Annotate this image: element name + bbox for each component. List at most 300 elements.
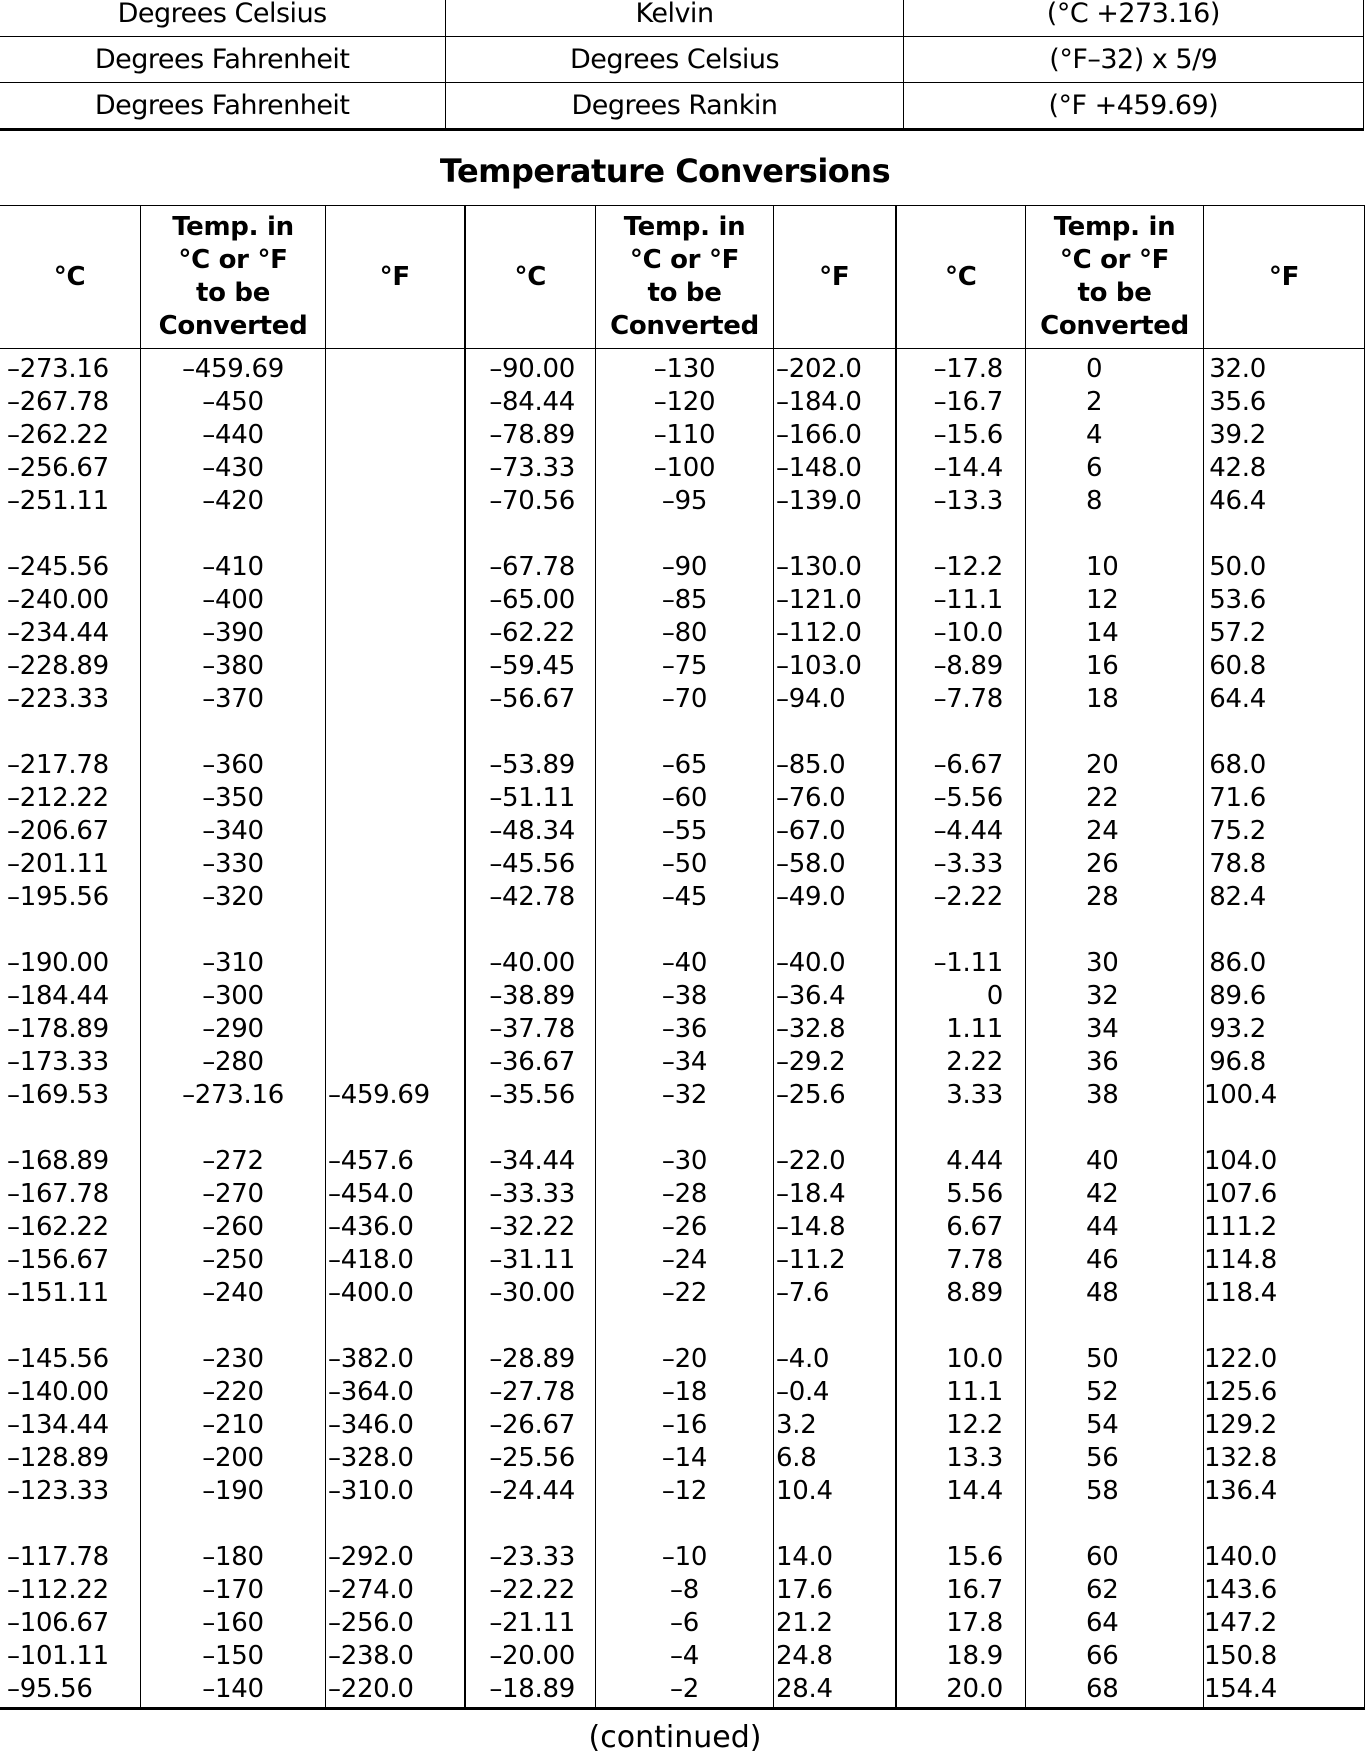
input-value: –250 bbox=[141, 1244, 326, 1277]
table-row bbox=[0, 1574, 1365, 1607]
fahrenheit-value bbox=[326, 848, 465, 881]
fahrenheit-value: –85.0 bbox=[774, 749, 896, 782]
fahrenheit-value: 114.8 bbox=[1204, 1244, 1365, 1277]
input-value: 68 bbox=[1026, 1673, 1204, 1709]
spacer-cell bbox=[896, 518, 1026, 551]
celsius-value: –201.11 bbox=[0, 848, 141, 881]
celsius-value: –62.22 bbox=[465, 617, 596, 650]
spacer-cell bbox=[774, 1508, 896, 1541]
celsius-value: –245.56 bbox=[0, 551, 141, 584]
spacer-cell bbox=[465, 1112, 596, 1145]
fahrenheit-value: 68.0 bbox=[1204, 749, 1365, 782]
table-row bbox=[0, 1244, 1365, 1277]
fahrenheit-value: –40.0 bbox=[774, 947, 896, 980]
celsius-value: –13.3 bbox=[896, 485, 1026, 518]
header-line: °C or °F bbox=[629, 245, 740, 275]
fahrenheit-value: –346.0 bbox=[326, 1409, 465, 1442]
spacer-cell bbox=[896, 1508, 1026, 1541]
fahrenheit-value: –328.0 bbox=[326, 1442, 465, 1475]
input-value: –95 bbox=[596, 485, 774, 518]
table-row bbox=[0, 1079, 1365, 1112]
table-row bbox=[0, 1442, 1365, 1475]
celsius-value: –78.89 bbox=[465, 419, 596, 452]
table-row bbox=[0, 584, 1365, 617]
fahrenheit-value: 150.8 bbox=[1204, 1640, 1365, 1673]
spacer-cell bbox=[774, 914, 896, 947]
group-spacer bbox=[0, 1310, 1365, 1343]
from-unit: Degrees Celsius bbox=[0, 0, 446, 37]
celsius-value: 16.7 bbox=[896, 1574, 1026, 1607]
celsius-value: –90.00 bbox=[465, 349, 596, 387]
fahrenheit-value bbox=[326, 485, 465, 518]
celsius-value: –273.16 bbox=[0, 349, 141, 387]
header-line: °C or °F bbox=[1059, 245, 1170, 275]
celsius-value: –228.89 bbox=[0, 650, 141, 683]
table-row bbox=[0, 1145, 1365, 1178]
table-row bbox=[0, 349, 1365, 387]
spacer-cell bbox=[596, 1508, 774, 1541]
fahrenheit-value: 28.4 bbox=[774, 1673, 896, 1709]
input-value: 56 bbox=[1026, 1442, 1204, 1475]
fahrenheit-value: 71.6 bbox=[1204, 782, 1365, 815]
celsius-value: –169.53 bbox=[0, 1079, 141, 1112]
celsius-value: –5.56 bbox=[896, 782, 1026, 815]
fahrenheit-value: 64.4 bbox=[1204, 683, 1365, 716]
celsius-value: 11.1 bbox=[896, 1376, 1026, 1409]
spacer-cell bbox=[326, 716, 465, 749]
spacer-cell bbox=[465, 518, 596, 551]
table-row bbox=[0, 980, 1365, 1013]
fahrenheit-value bbox=[326, 815, 465, 848]
fahrenheit-value: –7.6 bbox=[774, 1277, 896, 1310]
celsius-value: 2.22 bbox=[896, 1046, 1026, 1079]
input-value: –36 bbox=[596, 1013, 774, 1046]
spacer-cell bbox=[326, 1112, 465, 1145]
table-row bbox=[0, 1640, 1365, 1673]
input-value: –180 bbox=[141, 1541, 326, 1574]
table-row bbox=[0, 1046, 1365, 1079]
fahrenheit-value bbox=[326, 551, 465, 584]
input-value: –190 bbox=[141, 1475, 326, 1508]
celsius-value: –38.89 bbox=[465, 980, 596, 1013]
celsius-value: –25.56 bbox=[465, 1442, 596, 1475]
fahrenheit-value bbox=[326, 980, 465, 1013]
spacer-cell bbox=[896, 1310, 1026, 1343]
header-fahrenheit: °F bbox=[1204, 206, 1365, 349]
input-value: 46 bbox=[1026, 1244, 1204, 1277]
celsius-value: –112.22 bbox=[0, 1574, 141, 1607]
to-unit: Kelvin bbox=[446, 0, 903, 37]
spacer-cell bbox=[141, 1112, 326, 1145]
fahrenheit-value bbox=[326, 386, 465, 419]
table-row bbox=[0, 1343, 1365, 1376]
fahrenheit-value bbox=[326, 349, 465, 387]
spacer-cell bbox=[0, 914, 141, 947]
header-celsius: °C bbox=[896, 206, 1026, 349]
celsius-value: –184.44 bbox=[0, 980, 141, 1013]
celsius-value: –67.78 bbox=[465, 551, 596, 584]
fahrenheit-value: 147.2 bbox=[1204, 1607, 1365, 1640]
formula-row bbox=[0, 83, 1364, 130]
table-row bbox=[0, 881, 1365, 914]
fahrenheit-value: –121.0 bbox=[774, 584, 896, 617]
input-value: –22 bbox=[596, 1277, 774, 1310]
celsius-value: –151.11 bbox=[0, 1277, 141, 1310]
input-value: 40 bbox=[1026, 1145, 1204, 1178]
celsius-value: –123.33 bbox=[0, 1475, 141, 1508]
input-value: –32 bbox=[596, 1079, 774, 1112]
fahrenheit-value: –22.0 bbox=[774, 1145, 896, 1178]
input-value: 42 bbox=[1026, 1178, 1204, 1211]
celsius-value: –18.89 bbox=[465, 1673, 596, 1709]
celsius-value: 8.89 bbox=[896, 1277, 1026, 1310]
conversion-table bbox=[0, 205, 1365, 1710]
celsius-value: –45.56 bbox=[465, 848, 596, 881]
spacer-cell bbox=[774, 1310, 896, 1343]
celsius-value: –4.44 bbox=[896, 815, 1026, 848]
input-value: –34 bbox=[596, 1046, 774, 1079]
celsius-value: –256.67 bbox=[0, 452, 141, 485]
input-value: –440 bbox=[141, 419, 326, 452]
fahrenheit-value: –36.4 bbox=[774, 980, 896, 1013]
header-line: to be bbox=[647, 278, 722, 308]
celsius-value: –251.11 bbox=[0, 485, 141, 518]
fahrenheit-value: –238.0 bbox=[326, 1640, 465, 1673]
spacer-cell bbox=[465, 1310, 596, 1343]
fahrenheit-value: 3.2 bbox=[774, 1409, 896, 1442]
input-value: –300 bbox=[141, 980, 326, 1013]
formula: (°F +459.69) bbox=[903, 83, 1363, 130]
table-row bbox=[0, 1277, 1365, 1310]
celsius-value: –217.78 bbox=[0, 749, 141, 782]
input-value: 8 bbox=[1026, 485, 1204, 518]
input-value: –150 bbox=[141, 1640, 326, 1673]
header-line: Temp. in bbox=[172, 212, 294, 242]
input-value: –200 bbox=[141, 1442, 326, 1475]
input-value: –10 bbox=[596, 1541, 774, 1574]
fahrenheit-value: 17.6 bbox=[774, 1574, 896, 1607]
spacer-cell bbox=[1204, 914, 1365, 947]
celsius-value: –34.44 bbox=[465, 1145, 596, 1178]
input-value: –272 bbox=[141, 1145, 326, 1178]
input-value: 6 bbox=[1026, 452, 1204, 485]
header-line: Converted bbox=[610, 311, 759, 341]
celsius-value: –190.00 bbox=[0, 947, 141, 980]
input-value: –390 bbox=[141, 617, 326, 650]
fahrenheit-value: 107.6 bbox=[1204, 1178, 1365, 1211]
fahrenheit-value: 140.0 bbox=[1204, 1541, 1365, 1574]
celsius-value: –15.6 bbox=[896, 419, 1026, 452]
input-value: 58 bbox=[1026, 1475, 1204, 1508]
table-row bbox=[0, 1211, 1365, 1244]
fahrenheit-value: –130.0 bbox=[774, 551, 896, 584]
fahrenheit-value: –32.8 bbox=[774, 1013, 896, 1046]
fahrenheit-value bbox=[326, 584, 465, 617]
spacer-cell bbox=[141, 1508, 326, 1541]
header-celsius: °C bbox=[0, 206, 141, 349]
input-value: 52 bbox=[1026, 1376, 1204, 1409]
table-row bbox=[0, 1013, 1365, 1046]
fahrenheit-value: –166.0 bbox=[774, 419, 896, 452]
input-value: –450 bbox=[141, 386, 326, 419]
celsius-value: –240.00 bbox=[0, 584, 141, 617]
celsius-value: –2.22 bbox=[896, 881, 1026, 914]
input-value: –350 bbox=[141, 782, 326, 815]
celsius-value: –168.89 bbox=[0, 1145, 141, 1178]
fahrenheit-value: 46.4 bbox=[1204, 485, 1365, 518]
celsius-value: –33.33 bbox=[465, 1178, 596, 1211]
input-value: –20 bbox=[596, 1343, 774, 1376]
celsius-value: –178.89 bbox=[0, 1013, 141, 1046]
celsius-value: –140.00 bbox=[0, 1376, 141, 1409]
celsius-value: –48.34 bbox=[465, 815, 596, 848]
spacer-cell bbox=[1026, 914, 1204, 947]
fahrenheit-value bbox=[326, 452, 465, 485]
fahrenheit-value: –148.0 bbox=[774, 452, 896, 485]
header-line: to be bbox=[195, 278, 271, 308]
celsius-value: 18.9 bbox=[896, 1640, 1026, 1673]
input-value: 34 bbox=[1026, 1013, 1204, 1046]
celsius-value: –14.4 bbox=[896, 452, 1026, 485]
celsius-value: –12.2 bbox=[896, 551, 1026, 584]
input-value: –260 bbox=[141, 1211, 326, 1244]
celsius-value: –42.78 bbox=[465, 881, 596, 914]
celsius-value: –27.78 bbox=[465, 1376, 596, 1409]
input-value: –310 bbox=[141, 947, 326, 980]
celsius-value: –262.22 bbox=[0, 419, 141, 452]
fahrenheit-value: 42.8 bbox=[1204, 452, 1365, 485]
input-value: –38 bbox=[596, 980, 774, 1013]
celsius-value: –95.56 bbox=[0, 1673, 141, 1709]
fahrenheit-value: 125.6 bbox=[1204, 1376, 1365, 1409]
formula: (°C +273.16) bbox=[903, 0, 1363, 37]
celsius-value: 6.67 bbox=[896, 1211, 1026, 1244]
celsius-value: –223.33 bbox=[0, 683, 141, 716]
celsius-value: –23.33 bbox=[465, 1541, 596, 1574]
input-value: –100 bbox=[596, 452, 774, 485]
celsius-value: 0 bbox=[896, 980, 1026, 1013]
fahrenheit-value: –76.0 bbox=[774, 782, 896, 815]
input-value: –110 bbox=[596, 419, 774, 452]
fahrenheit-value: –202.0 bbox=[774, 349, 896, 387]
input-value: –85 bbox=[596, 584, 774, 617]
fahrenheit-value: –49.0 bbox=[774, 881, 896, 914]
celsius-value: –65.00 bbox=[465, 584, 596, 617]
input-value: –290 bbox=[141, 1013, 326, 1046]
fahrenheit-value: 118.4 bbox=[1204, 1277, 1365, 1310]
celsius-value: –173.33 bbox=[0, 1046, 141, 1079]
input-value: –360 bbox=[141, 749, 326, 782]
fahrenheit-value: 57.2 bbox=[1204, 617, 1365, 650]
input-value: 50 bbox=[1026, 1343, 1204, 1376]
celsius-value: –11.1 bbox=[896, 584, 1026, 617]
celsius-value: –51.11 bbox=[465, 782, 596, 815]
fahrenheit-value bbox=[326, 881, 465, 914]
spacer-cell bbox=[465, 914, 596, 947]
celsius-value: –31.11 bbox=[465, 1244, 596, 1277]
input-value: –50 bbox=[596, 848, 774, 881]
fahrenheit-value: 111.2 bbox=[1204, 1211, 1365, 1244]
spacer-cell bbox=[774, 716, 896, 749]
celsius-value: 15.6 bbox=[896, 1541, 1026, 1574]
fahrenheit-value: 75.2 bbox=[1204, 815, 1365, 848]
input-value: 64 bbox=[1026, 1607, 1204, 1640]
header-temp-to-convert bbox=[141, 206, 326, 349]
spacer-cell bbox=[1026, 716, 1204, 749]
celsius-value: –145.56 bbox=[0, 1343, 141, 1376]
input-value: 0 bbox=[1026, 349, 1204, 387]
input-value: –230 bbox=[141, 1343, 326, 1376]
spacer-cell bbox=[896, 1112, 1026, 1145]
spacer-cell bbox=[0, 518, 141, 551]
input-value: 60 bbox=[1026, 1541, 1204, 1574]
fahrenheit-value: –457.6 bbox=[326, 1145, 465, 1178]
fahrenheit-value: 53.6 bbox=[1204, 584, 1365, 617]
celsius-value: –7.78 bbox=[896, 683, 1026, 716]
table-row bbox=[0, 782, 1365, 815]
celsius-value: –22.22 bbox=[465, 1574, 596, 1607]
group-spacer bbox=[0, 914, 1365, 947]
fahrenheit-value bbox=[326, 947, 465, 980]
fahrenheit-value: –11.2 bbox=[774, 1244, 896, 1277]
celsius-value: 20.0 bbox=[896, 1673, 1026, 1709]
header-line: to be bbox=[1077, 278, 1152, 308]
fahrenheit-value: 6.8 bbox=[774, 1442, 896, 1475]
formula: (°F–32) x 5/9 bbox=[903, 37, 1363, 83]
celsius-value: –53.89 bbox=[465, 749, 596, 782]
spacer-cell bbox=[1204, 518, 1365, 551]
celsius-value: –1.11 bbox=[896, 947, 1026, 980]
input-value: 30 bbox=[1026, 947, 1204, 980]
fahrenheit-value: 60.8 bbox=[1204, 650, 1365, 683]
fahrenheit-value bbox=[326, 1013, 465, 1046]
header-line: °C or °F bbox=[178, 245, 288, 275]
input-value: –2 bbox=[596, 1673, 774, 1709]
spacer-cell bbox=[141, 1310, 326, 1343]
input-value: 66 bbox=[1026, 1640, 1204, 1673]
celsius-value: –267.78 bbox=[0, 386, 141, 419]
input-value: –70 bbox=[596, 683, 774, 716]
input-value: 10 bbox=[1026, 551, 1204, 584]
header-line: Temp. in bbox=[623, 212, 746, 242]
celsius-value: –212.22 bbox=[0, 782, 141, 815]
celsius-value: 4.44 bbox=[896, 1145, 1026, 1178]
fahrenheit-value: –418.0 bbox=[326, 1244, 465, 1277]
input-value: –4 bbox=[596, 1640, 774, 1673]
celsius-value: –6.67 bbox=[896, 749, 1026, 782]
fahrenheit-value: –58.0 bbox=[774, 848, 896, 881]
spacer-cell bbox=[596, 518, 774, 551]
celsius-value: –73.33 bbox=[465, 452, 596, 485]
celsius-value: –28.89 bbox=[465, 1343, 596, 1376]
table-row bbox=[0, 1607, 1365, 1640]
celsius-value: –117.78 bbox=[0, 1541, 141, 1574]
input-value: –420 bbox=[141, 485, 326, 518]
input-value: –170 bbox=[141, 1574, 326, 1607]
table-row bbox=[0, 1376, 1365, 1409]
celsius-value: –21.11 bbox=[465, 1607, 596, 1640]
input-value: –55 bbox=[596, 815, 774, 848]
fahrenheit-value: 50.0 bbox=[1204, 551, 1365, 584]
input-value: –45 bbox=[596, 881, 774, 914]
fahrenheit-value: 89.6 bbox=[1204, 980, 1365, 1013]
fahrenheit-value: –103.0 bbox=[774, 650, 896, 683]
fahrenheit-value: 132.8 bbox=[1204, 1442, 1365, 1475]
input-value: 54 bbox=[1026, 1409, 1204, 1442]
input-value: 32 bbox=[1026, 980, 1204, 1013]
input-value: 62 bbox=[1026, 1574, 1204, 1607]
input-value: –370 bbox=[141, 683, 326, 716]
group-spacer bbox=[0, 716, 1365, 749]
input-value: 22 bbox=[1026, 782, 1204, 815]
input-value: –6 bbox=[596, 1607, 774, 1640]
group-spacer bbox=[0, 1112, 1365, 1145]
fahrenheit-value bbox=[326, 1046, 465, 1079]
input-value: –273.16 bbox=[141, 1079, 326, 1112]
table-row bbox=[0, 1541, 1365, 1574]
fahrenheit-value: 32.0 bbox=[1204, 349, 1365, 387]
input-value: 48 bbox=[1026, 1277, 1204, 1310]
celsius-value: –26.67 bbox=[465, 1409, 596, 1442]
input-value: –30 bbox=[596, 1145, 774, 1178]
formula-row bbox=[0, 37, 1364, 83]
celsius-value: –10.0 bbox=[896, 617, 1026, 650]
spacer-cell bbox=[141, 914, 326, 947]
input-value: 38 bbox=[1026, 1079, 1204, 1112]
input-value: –410 bbox=[141, 551, 326, 584]
input-value: 4 bbox=[1026, 419, 1204, 452]
table-row bbox=[0, 452, 1365, 485]
header-temp-to-convert bbox=[1026, 206, 1204, 349]
spacer-cell bbox=[1204, 1508, 1365, 1541]
fahrenheit-value: –94.0 bbox=[774, 683, 896, 716]
input-value: –380 bbox=[141, 650, 326, 683]
celsius-value: –167.78 bbox=[0, 1178, 141, 1211]
table-row bbox=[0, 1178, 1365, 1211]
celsius-value: 14.4 bbox=[896, 1475, 1026, 1508]
celsius-value: 17.8 bbox=[896, 1607, 1026, 1640]
input-value: –459.69 bbox=[141, 349, 326, 387]
fahrenheit-value: 93.2 bbox=[1204, 1013, 1365, 1046]
header-temp-to-convert bbox=[596, 206, 774, 349]
input-value: –14 bbox=[596, 1442, 774, 1475]
header-celsius: °C bbox=[465, 206, 596, 349]
table-row bbox=[0, 1673, 1365, 1709]
celsius-value: –30.00 bbox=[465, 1277, 596, 1310]
group-spacer bbox=[0, 1508, 1365, 1541]
fahrenheit-value bbox=[326, 419, 465, 452]
fahrenheit-value: –256.0 bbox=[326, 1607, 465, 1640]
spacer-cell bbox=[596, 914, 774, 947]
fahrenheit-value: 82.4 bbox=[1204, 881, 1365, 914]
table-row bbox=[0, 749, 1365, 782]
celsius-value: –84.44 bbox=[465, 386, 596, 419]
celsius-value: –8.89 bbox=[896, 650, 1026, 683]
fahrenheit-value: –382.0 bbox=[326, 1343, 465, 1376]
spacer-cell bbox=[1026, 1508, 1204, 1541]
celsius-value: –20.00 bbox=[465, 1640, 596, 1673]
table-row bbox=[0, 485, 1365, 518]
table-row bbox=[0, 683, 1365, 716]
celsius-value: –59.45 bbox=[465, 650, 596, 683]
spacer-cell bbox=[465, 716, 596, 749]
table-row bbox=[0, 815, 1365, 848]
fahrenheit-value: –292.0 bbox=[326, 1541, 465, 1574]
input-value: –130 bbox=[596, 349, 774, 387]
spacer-cell bbox=[326, 1310, 465, 1343]
celsius-value: 5.56 bbox=[896, 1178, 1026, 1211]
input-value: –240 bbox=[141, 1277, 326, 1310]
